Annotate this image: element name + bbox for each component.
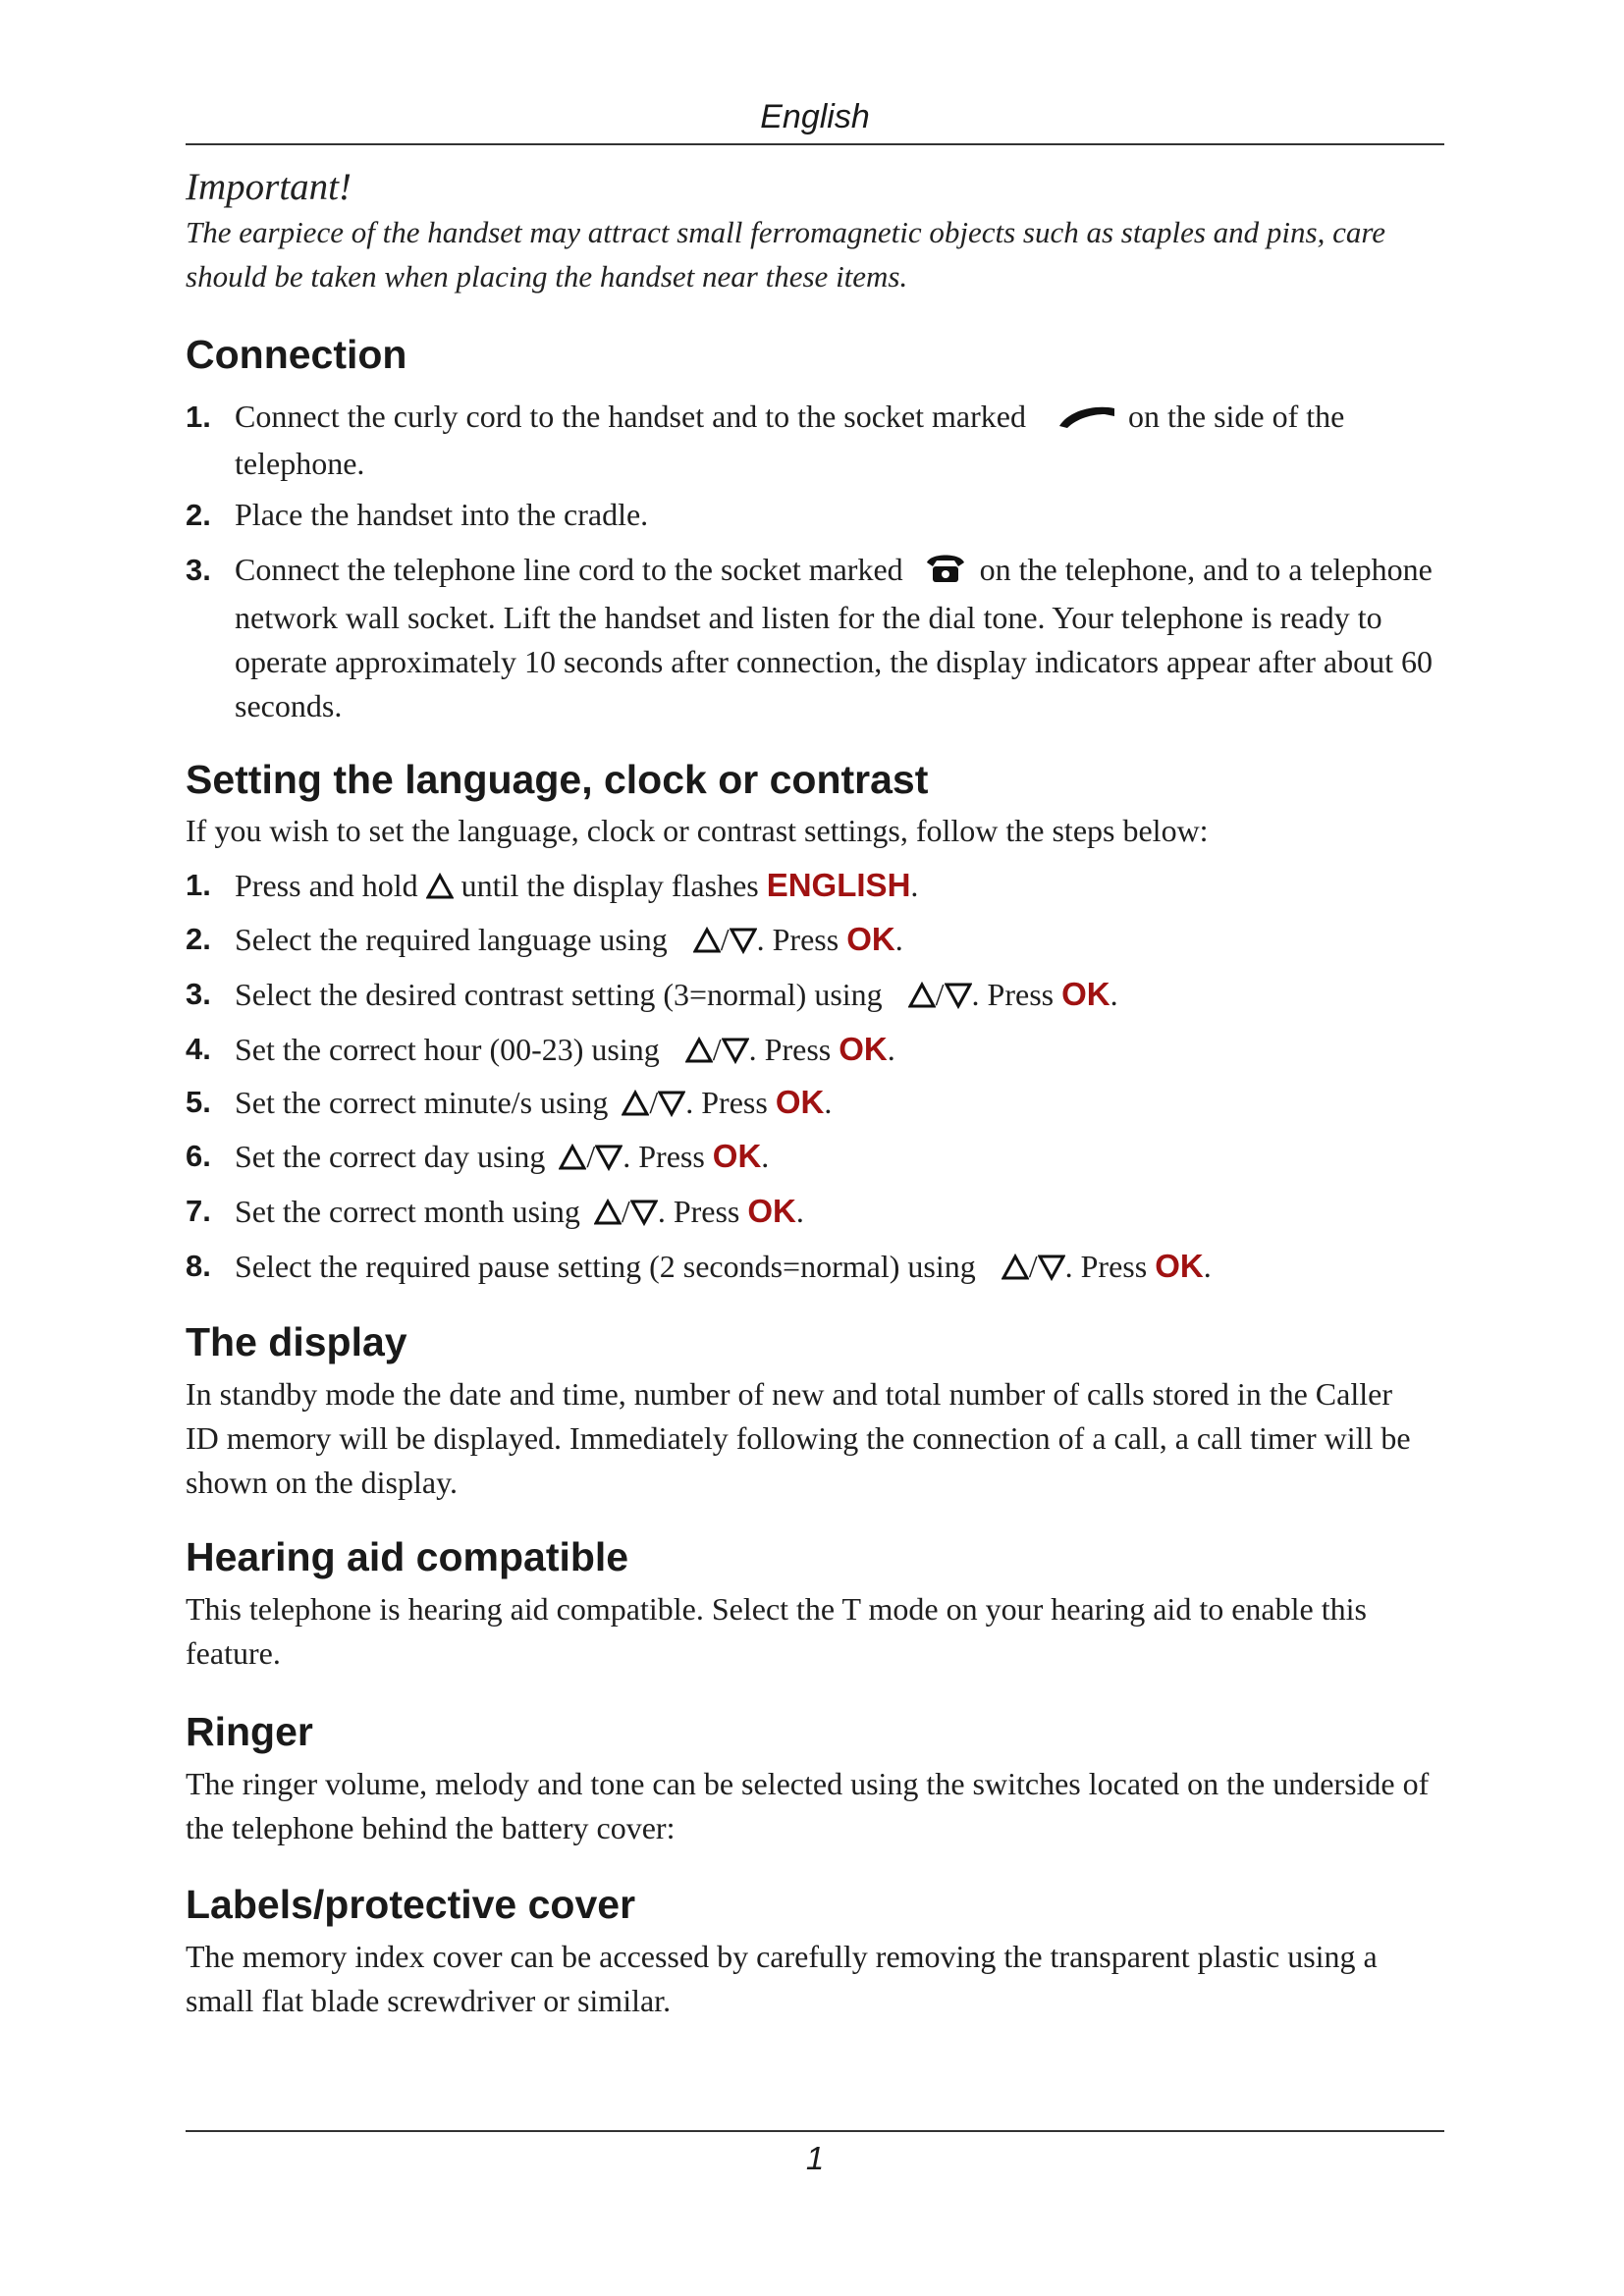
slash: / (649, 1085, 659, 1120)
period: . (824, 1085, 833, 1120)
down-arrow-icon (595, 1139, 623, 1183)
step-number: 7. (186, 1194, 211, 1228)
press-text: . Press (657, 1194, 748, 1229)
up-arrow-icon (908, 977, 936, 1021)
step-text: Press and hold (235, 868, 418, 903)
footer-rule (186, 2130, 1444, 2132)
period: . (1110, 977, 1118, 1012)
slash: / (1028, 1249, 1038, 1284)
ok-key: OK (747, 1193, 796, 1229)
slash: / (720, 922, 730, 957)
step-text: Set the correct minute/s using (235, 1085, 609, 1120)
step-number: 6. (186, 1139, 211, 1173)
important-text: The earpiece of the handset may attract small ferromagnetic objects such as staples and pins, care should be taken when placing the handset near these items. (186, 215, 1386, 294)
header-rule (186, 143, 1444, 145)
step-text: on the side of the telephone. (235, 399, 1345, 482)
ringer-heading: Ringer (186, 1709, 313, 1754)
ok-key: OK (1061, 976, 1110, 1012)
important-title: Important! (186, 166, 352, 208)
down-arrow-icon (730, 922, 757, 966)
press-text: . Press (748, 1032, 839, 1067)
display-text: In standby mode the date and time, number of new and total number of calls stored in the Caller ID memory will be displayed. Immediately following the connection of a call, a call timer will be shown on the display. (186, 1376, 1411, 1500)
press-text: . Press (623, 1139, 713, 1174)
ok-key: OK (712, 1138, 762, 1174)
ringer-text: The ringer volume, melody and tone can be selected using the switches located on the underside of the telephone behind the battery cover: (186, 1766, 1430, 1845)
press-text: . Press (685, 1085, 776, 1120)
display-heading: The display (186, 1319, 407, 1364)
step-text: Select the desired contrast setting (3=normal) using (235, 977, 883, 1012)
ok-key: OK (775, 1084, 825, 1120)
step-text: Set the correct day using (235, 1139, 546, 1174)
settings-heading: Setting the language, clock or contrast (186, 757, 929, 802)
page-number: 1 (805, 2140, 825, 2176)
step-number: 3. (186, 553, 211, 587)
step-text: Select the required language using (235, 922, 668, 957)
ok-key: OK (846, 921, 895, 957)
up-arrow-icon (1001, 1249, 1029, 1293)
settings-intro: If you wish to set the language, clock or contrast settings, follow the steps below: (186, 813, 1209, 848)
slash: / (586, 1139, 596, 1174)
period: . (795, 1194, 804, 1229)
step-number: 2. (186, 922, 211, 956)
period: . (1203, 1249, 1212, 1284)
up-arrow-icon (426, 868, 454, 912)
header-language: English (760, 98, 870, 135)
up-arrow-icon (594, 1194, 622, 1238)
slash: / (621, 1194, 630, 1229)
period: . (887, 1032, 895, 1067)
up-arrow-icon (622, 1085, 649, 1129)
step-text: Select the required pause setting (2 seconds=normal) using (235, 1249, 976, 1284)
ok-key: OK (839, 1031, 888, 1067)
hearing-text: This telephone is hearing aid compatible. Select the T mode on your hearing aid to enable this feature. (186, 1591, 1367, 1671)
step-text: Place the handset into the cradle. (235, 497, 649, 532)
telephone-icon (925, 551, 966, 596)
step-number: 4. (186, 1032, 211, 1066)
step-number: 1. (186, 400, 211, 434)
down-arrow-icon (630, 1194, 658, 1238)
up-arrow-icon (559, 1139, 586, 1183)
step-text: on the telephone, and to a telephone network wall socket. Lift the handset and listen for the dial tone. Your telephone is ready to operate approximately 10 seconds after connection, the display indicators appear after about 60 seconds. (235, 552, 1433, 723)
down-arrow-icon (722, 1032, 749, 1076)
step-number: 1. (186, 868, 211, 902)
labels-text: The memory index cover can be accessed by carefully removing the transparent plastic using a small flat blade screwdriver or similar. (186, 1939, 1378, 2018)
step-text: Set the correct month using (235, 1194, 580, 1229)
press-text: . Press (756, 922, 847, 957)
up-arrow-icon (693, 922, 721, 966)
down-arrow-icon (658, 1085, 685, 1129)
ok-key: OK (1155, 1248, 1204, 1284)
step-number: 2. (186, 498, 211, 532)
slash: / (712, 1032, 722, 1067)
step-number: 8. (186, 1249, 211, 1283)
up-arrow-icon (685, 1032, 713, 1076)
period: . (894, 922, 903, 957)
period: . (910, 868, 919, 903)
step-number: 5. (186, 1085, 211, 1119)
hearing-heading: Hearing aid compatible (186, 1534, 629, 1579)
labels-heading: Labels/protective cover (186, 1882, 636, 1927)
step-number: 3. (186, 977, 211, 1011)
display-flash-text: ENGLISH (766, 867, 911, 903)
handset-icon (1056, 398, 1118, 442)
press-text: . Press (1064, 1249, 1156, 1284)
down-arrow-icon (945, 977, 972, 1021)
step-text: Set the correct hour (00-23) using (235, 1032, 660, 1067)
period: . (761, 1139, 770, 1174)
down-arrow-icon (1038, 1249, 1065, 1293)
slash: / (935, 977, 945, 1012)
step-text: Connect the telephone line cord to the socket marked (235, 552, 903, 587)
press-text: . Press (971, 977, 1062, 1012)
step-text: until the display flashes (460, 868, 759, 903)
step-text: Connect the curly cord to the handset and to the socket marked (235, 399, 1026, 434)
connection-heading: Connection (186, 332, 407, 377)
